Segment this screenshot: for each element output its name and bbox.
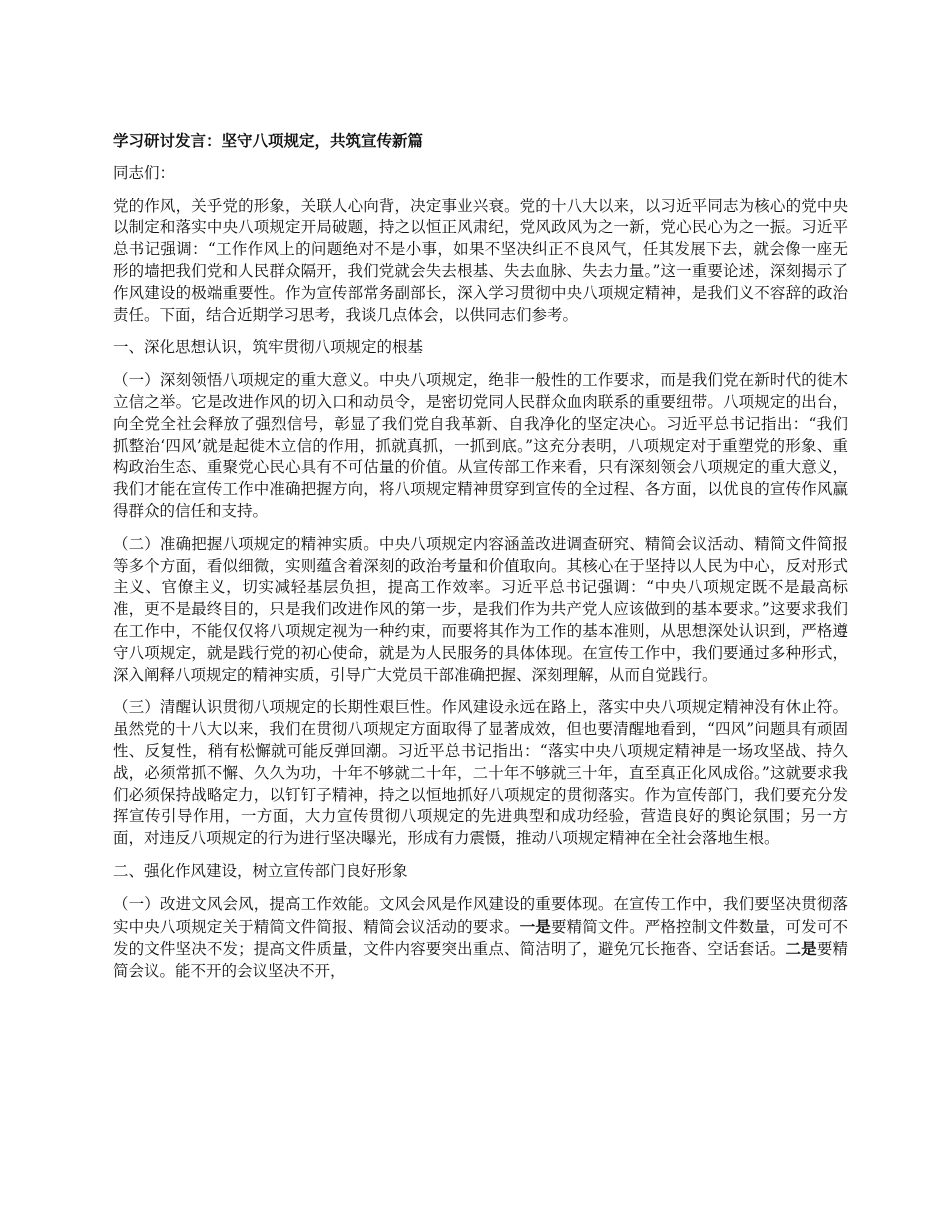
section-1-paragraph-1: （一）深刻领悟八项规定的重大意义。中央八项规定，绝非一般性的工作要求，而是我们党在新时代的徙木立信之举。它是改进作风的切入口和动员令，是密切党同人民群众血肉联系的重要纽带。八项规定的出台，向全党全社会释放了强烈信号，彰显了我们党自我革新、自我净化的坚定决心。习近平总书记指出：“我们抓整治‘四风’就是起徙木立信的作用，抓就真抓，一抓到底。”这充分表明，八项规定对于重塑党的形象、重构政治生态、重聚党心民心具有不可估量的价值。从宣传部工作来看，只有深刻领会八项规定的重大意义，我们才能在宣传工作中准确把握方向，将八项规定精神贯穿到宣传的全过程、各方面，以优良的宣传作风赢得群众的信任和支持。 xyxy=(113,371,848,520)
s2-p1-text-b: 要精简文件。严格控制文件数量，可发可不发的文件坚决不发；提高文件质量，文件内容要突出重点、简洁明了，避免冗长拖沓、空话套话。 xyxy=(113,917,848,959)
intro-paragraph: 党的作风，关乎党的形象，关联人心向背，决定事业兴衰。党的十八大以来，以习近平同志为核心的党中央以制定和落实中央八项规定开局破题，持之以恒正风肃纪，党风政风为之一新，党心民心为之一振。习近平总书记强调：“工作作风上的问题绝对不是小事，如果不坚决纠正不良风气，任其发展下去，就会像一座无形的墙把我们党和人民群众隔开，我们党就会失去根基、失去血脉、失去力量。”这一重要论述，深刻揭示了作风建设的极端重要性。作为宣传部常务副部长，深入学习贯彻中央八项规定精神，是我们义不容辞的政治责任。下面，结合近期学习思考，我谈几点体会，以供同志们参考。 xyxy=(113,196,848,324)
s2-p1-bold-second: 二是 xyxy=(785,939,817,959)
s2-p1-text-c: 要精简会议。能不开的会议坚决不开， xyxy=(113,940,848,981)
document-title: 学习研讨发言：坚守八项规定，共筑宣传新篇 xyxy=(113,131,424,150)
document-page xyxy=(113,130,848,994)
section-2-heading: 二、强化作风建设，树立宣传部门良好形象 xyxy=(113,861,408,880)
section-1-heading: 一、深化思想认识，筑牢贯彻八项规定的根基 xyxy=(113,338,424,357)
section-1-paragraph-2: （二）准确把握八项规定的精神实质。中央八项规定内容涵盖改进调查研究、精简会议活动、精简文件简报等多个方面，看似细微，实则蕴含着深刻的政治考量和价值取向。其核心在于坚持以人民为中心，反对形式主义、官僚主义，切实减轻基层负担，提高工作效率。习近平总书记强调：“中央八项规定既不是最高标准，更不是最终目的，只是我们改进作风的第一步，是我们作为共产党人应该做到的基本要求。”这要求我们在工作中，不能仅仅将八项规定视为一种约束，而要将其作为工作的基本准则，从思想深处认识到，严格遵守八项规定，就是践行党的初心使命，就是为人民服务的具体体现。在宣传工作中，我们要通过多种形式，深入阐释八项规定的精神实质，引导广大党员干部准确把握、深刻理解，从而自觉践行。 xyxy=(113,534,848,684)
s2-p1-bold-first: 一是 xyxy=(519,916,551,936)
section-1-paragraph-3: （三）清醒认识贯彻八项规定的长期性艰巨性。作风建设永远在路上，落实中央八项规定精神没有休止符。虽然党的十八大以来，我们在贯彻八项规定方面取得了显著成效，但也要清醒地看到，“四风”问题具有顽固性、反复性，稍有松懈就可能反弹回潮。习近平总书记指出：“落实中央八项规定精神是一场攻坚战、持久战，必须常抓不懈、久久为功，十年不够就二十年，二十年不够就三十年，直至真正化风成俗。”这就要求我们必须保持战略定力，以钉钉子精神，持之以恒地抓好八项规定的贯彻落实。作为宣传部门，我们要充分发挥宣传引导作用，一方面，大力宣传贯彻八项规定的先进典型和成功经验，营造良好的舆论氛围；另一方面，对违反八项规定的行为进行坚决曝光，形成有力震慑，推动八项规定精神在全社会落地生根。 xyxy=(113,698,848,848)
s2-p1-text-a: （一）改进文风会风，提高工作效能。文风会风是作风建设的重要体现。在宣传工作中，我们要坚决贯彻落实中央八项规定关于精简文件简报、精简会议活动的要求。 xyxy=(113,894,848,936)
salutation: 同志们： xyxy=(113,163,176,182)
section-2-paragraph-1 xyxy=(113,894,848,983)
